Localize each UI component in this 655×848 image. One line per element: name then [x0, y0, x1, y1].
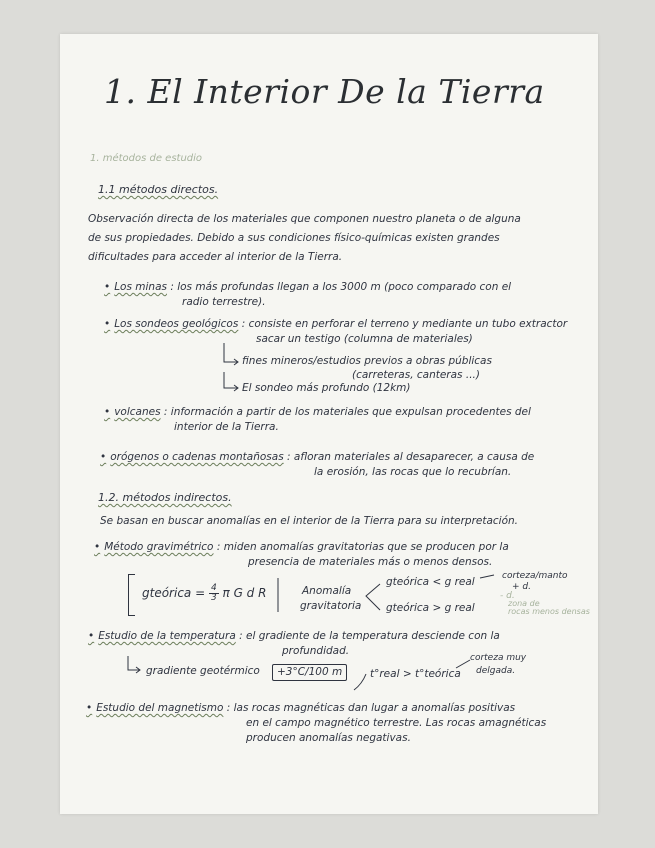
volcanes-text: : información a partir de los materiales que expulsan procedentes del	[163, 406, 531, 418]
anomalia-label-2: gravitatoria	[300, 600, 362, 612]
sondeos-text-2: sacar un testigo (columna de materiales)	[256, 333, 473, 345]
sondeos-sub-1b: (carreteras, canteras ...)	[352, 369, 480, 381]
sondeos-label: • Los sondeos geológicos	[104, 318, 238, 330]
magnetismo-text: : las rocas magnéticas dan lugar a anomalías positivas	[226, 702, 516, 714]
magnetismo-item	[86, 702, 515, 715]
fraction-numerator: 4	[210, 583, 217, 593]
magnetismo-text-3: producen anomalías negativas.	[246, 732, 411, 744]
page-title: 1. El Interior De la Tierra	[104, 72, 545, 111]
gradiente-value: +3°C/100 m	[272, 664, 347, 681]
gravity-condition-1: gteórica < g real	[386, 576, 475, 588]
intro-line-3: dificultades para acceder al interior de la Tierra.	[88, 251, 343, 263]
gravity-condition-2: gteórica > g real	[386, 602, 475, 614]
fraction-denominator: 3	[210, 593, 217, 603]
gravimetrico-label: • Método gravimétrico	[94, 541, 213, 553]
sondeos-sub-1: fines mineros/estudios previos a obras públicas	[242, 355, 492, 367]
magnetismo-label: • Estudio del magnetismo	[86, 702, 223, 714]
intro-line-1: Observación directa de los materiales que componen nuestro planeta o de alguna	[88, 213, 521, 225]
temperature-note-1: corteza muy	[470, 653, 527, 663]
temperatura-text-2: profundidad.	[282, 645, 350, 657]
gravity-note-1: corteza/manto	[502, 571, 568, 581]
orogenos-label: • orógenos o cadenas montañosas	[100, 451, 284, 463]
orogenos-text: : afloran materiales al desaparecer, a causa de	[287, 451, 535, 463]
indirect-intro: Se basan en buscar anomalías en el interior de la Tierra para su interpretación.	[100, 515, 519, 527]
gravimetrico-text-2: presencia de materiales más o menos densos.	[248, 556, 493, 568]
minas-label: • Los minas	[104, 281, 167, 293]
section-heading-faint: 1. métodos de estudio	[90, 153, 203, 164]
intro-line-2: de sus propiedades. Debido a sus condiciones físico-químicas existen grandes	[88, 232, 500, 244]
minas-text-2: radio terrestre).	[182, 296, 266, 308]
formula-lhs: gteórica =	[142, 586, 206, 600]
orogenos-text-2: la erosión, las rocas que lo recubrían.	[314, 466, 512, 478]
gravimetrico-text: : miden anomalías gravitatorias que se producen por la	[216, 541, 509, 553]
gravity-note-2c: rocas menos densas	[508, 607, 590, 616]
temperatura-text: : el gradiente de la temperatura desciende con la	[239, 630, 500, 642]
sondeos-sub-2: El sondeo más profundo (12km)	[242, 382, 411, 394]
temperature-note-2: delgada.	[476, 666, 516, 676]
gravity-note-2b: zona de	[508, 599, 540, 608]
volcanes-text-2: interior de la Tierra.	[174, 421, 279, 433]
formula-rhs: π G d R	[222, 586, 267, 600]
gravity-note-1b: + d.	[512, 582, 531, 592]
magnetismo-text-2: en el campo magnético terrestre. Las rocas amagnéticas	[246, 717, 547, 729]
subsection-heading-indirect: 1.2. métodos indirectos.	[98, 491, 232, 504]
temperature-condition: t°real > t°teórica	[370, 668, 461, 680]
gradiente-label: gradiente geotérmico	[146, 665, 260, 677]
temperatura-label: • Estudio de la temperatura	[88, 630, 236, 642]
gravity-note-2: - d.	[500, 591, 515, 601]
anomalia-label-1: Anomalía	[302, 585, 352, 597]
subsection-heading-direct: 1.1 métodos directos.	[98, 183, 219, 196]
volcanes-label: • volcanes	[104, 406, 161, 418]
minas-text: : los más profundas llegan a los 3000 m (poco comparado con el	[170, 281, 512, 293]
sondeos-text: : consiste en perforar el terreno y mediante un tubo extractor	[241, 318, 568, 330]
